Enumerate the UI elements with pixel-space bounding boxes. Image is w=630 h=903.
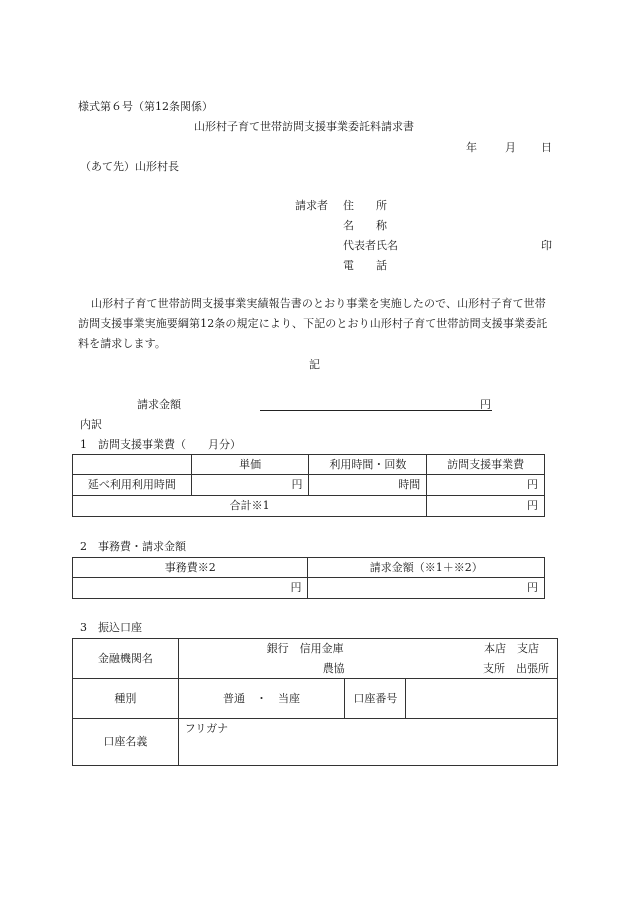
admin-fee-unit: 円 bbox=[73, 578, 308, 599]
branch-types-line2: 支所 出張所 bbox=[483, 661, 549, 675]
col-claim-amount: 請求金額（※1＋※2） bbox=[308, 558, 545, 578]
section3-heading: 3 振込口座 bbox=[80, 621, 142, 634]
unit-price-unit: 円 bbox=[191, 475, 309, 496]
date-year: 年 bbox=[466, 141, 477, 154]
document-title: 山形村子育て世帯訪問支援事業委託料請求書 bbox=[194, 120, 414, 133]
usage-hours-unit: 時間 bbox=[309, 475, 427, 496]
account-type-label: 種別 bbox=[73, 679, 179, 719]
account-type-row bbox=[73, 679, 558, 719]
section1-table bbox=[72, 454, 545, 517]
claim-amount-unit: 円 bbox=[480, 398, 491, 411]
claim-amount-underline bbox=[260, 410, 492, 411]
total-unit: 円 bbox=[427, 496, 545, 517]
row-total-hours-label: 延べ利用利用時間 bbox=[73, 475, 192, 496]
bank-types-line2: 農協 bbox=[322, 661, 345, 675]
section1-blank-cell bbox=[73, 455, 192, 475]
bank-account-table bbox=[72, 638, 558, 766]
section2-header-row bbox=[73, 558, 545, 578]
claimant-representative-label: 代表者氏名 bbox=[343, 239, 398, 252]
section1-heading: 1 訪問支援事業費（ 月分） bbox=[80, 438, 241, 451]
claimant-address-label: 住 所 bbox=[343, 199, 387, 212]
visit-cost-unit: 円 bbox=[427, 475, 545, 496]
section2-data-row bbox=[73, 578, 545, 599]
date-day: 日 bbox=[541, 141, 552, 154]
account-number-label: 口座番号 bbox=[345, 679, 406, 719]
section2-heading: 2 事務費・請求金額 bbox=[80, 540, 186, 553]
seal-mark: 印 bbox=[541, 239, 552, 252]
account-holder-field[interactable] bbox=[178, 719, 557, 766]
account-type-options: 普通 ・ 当座 bbox=[178, 679, 345, 719]
bank-types-line1: 銀行 信用金庫 bbox=[266, 641, 344, 655]
addressee: （あて先）山形村長 bbox=[80, 160, 179, 173]
col-admin-fee: 事務費※2 bbox=[73, 558, 308, 578]
bank-name-cell bbox=[178, 639, 557, 679]
branch-types-line1: 本店 支店 bbox=[484, 641, 539, 655]
claim-amount-cell-unit: 円 bbox=[308, 578, 545, 599]
col-usage-hours: 利用時間・回数 bbox=[309, 455, 427, 475]
col-unit-price: 単価 bbox=[191, 455, 309, 475]
account-holder-row bbox=[73, 719, 558, 766]
total-label: 合計※1 bbox=[73, 496, 427, 517]
account-number-field[interactable] bbox=[406, 679, 558, 719]
breakdown-label: 内訳 bbox=[80, 418, 102, 431]
date-month: 月 bbox=[505, 141, 516, 154]
furigana-label: フリガナ bbox=[184, 722, 229, 735]
claim-amount-label: 請求金額 bbox=[137, 398, 181, 411]
section1-total-row bbox=[73, 496, 545, 517]
bank-row bbox=[73, 639, 558, 679]
account-holder-label: 口座名義 bbox=[73, 719, 179, 766]
claimant-phone-label: 電 話 bbox=[343, 259, 387, 272]
section2-table bbox=[72, 557, 545, 599]
claimant-name-label: 名 称 bbox=[343, 219, 387, 232]
bank-name-label: 金融機関名 bbox=[73, 639, 179, 679]
body-paragraph: 山形村子育て世帯訪問支援事業実績報告書のとおり事業を実施したので、山形村子育て世帯訪問支援事業実施要綱第12条の規定により、下記のとおり山形村子育て世帯訪問支援事業委託料を請求します。 bbox=[78, 297, 548, 350]
form-number: 様式第６号（第12条関係） bbox=[78, 100, 213, 113]
section1-data-row bbox=[73, 475, 545, 496]
ki-label: 記 bbox=[309, 358, 320, 371]
col-visit-cost: 訪問支援事業費 bbox=[427, 455, 545, 475]
claimant-label: 請求者 bbox=[295, 199, 328, 212]
section1-header-row bbox=[73, 455, 545, 475]
